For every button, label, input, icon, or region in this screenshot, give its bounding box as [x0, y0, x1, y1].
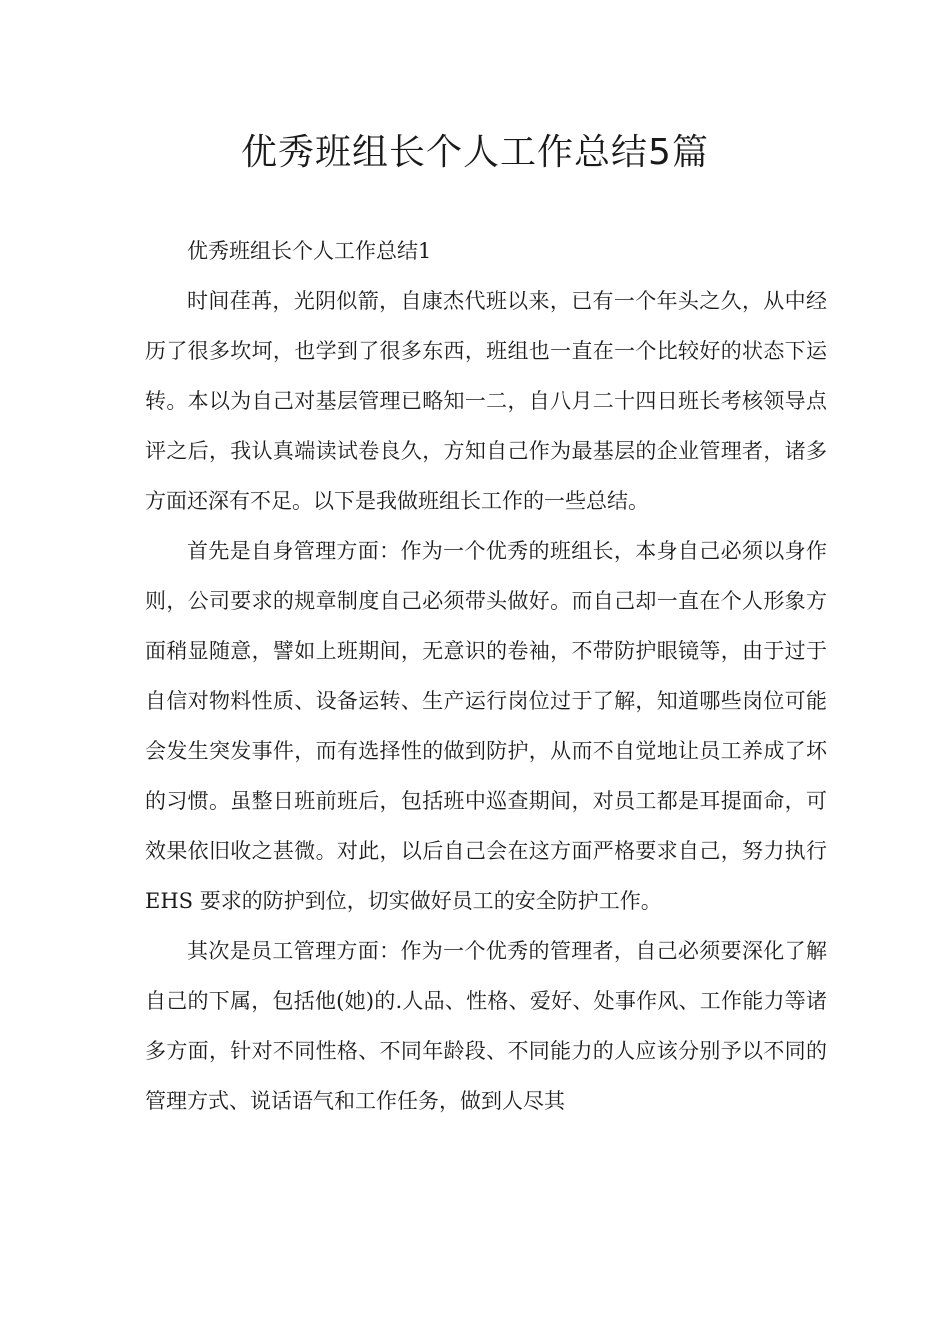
paragraph: 时间荏苒，光阴似箭，自康杰代班以来，已有一个年头之久，从中经历了很多坎坷，也学到了很多东西，班组也一直在一个比较好的状态下运转。本以为自己对基层管理已略知一二，自八月二十四日班长考核领导点评之后，我认真端读试卷良久，方知自己作为最基层的企业管理者，诸多方面还深有不足。以下是我做班组长工作的一些总结。	[145, 289, 827, 513]
document-title: 优秀班组长个人工作总结5篇	[241, 132, 709, 173]
document-body	[145, 226, 827, 1126]
section-heading: 优秀班组长个人工作总结1	[187, 239, 432, 263]
paragraph: 其次是员工管理方面：作为一个优秀的管理者，自己必须要深化了解自己的下属，包括他(她)的.人品、性格、爱好、处事作风、工作能力等诸多方面，针对不同性格、不同年龄段、不同能力的人应该分别予以不同的管理方式、说话语气和工作任务，做到人尽其	[145, 939, 827, 1113]
paragraph: 首先是自身管理方面：作为一个优秀的班组长，本身自己必须以身作则，公司要求的规章制度自己必须带头做好。而自己却一直在个人形象方面稍显随意，譬如上班期间，无意识的卷袖，不带防护眼镜等，由于过于自信对物料性质、设备运转、生产运行岗位过于了解，知道哪些岗位可能会发生突发事件，而有选择性的做到防护，从而不自觉地让员工养成了坏的习惯。虽整日班前班后，包括班中巡查期间，对员工都是耳提面命，可效果依旧收之甚微。对此，以后自己会在这方面严格要求自己，努力执行 EHS 要求的防护到位，切实做好员工的安全防护工作。	[145, 539, 827, 913]
